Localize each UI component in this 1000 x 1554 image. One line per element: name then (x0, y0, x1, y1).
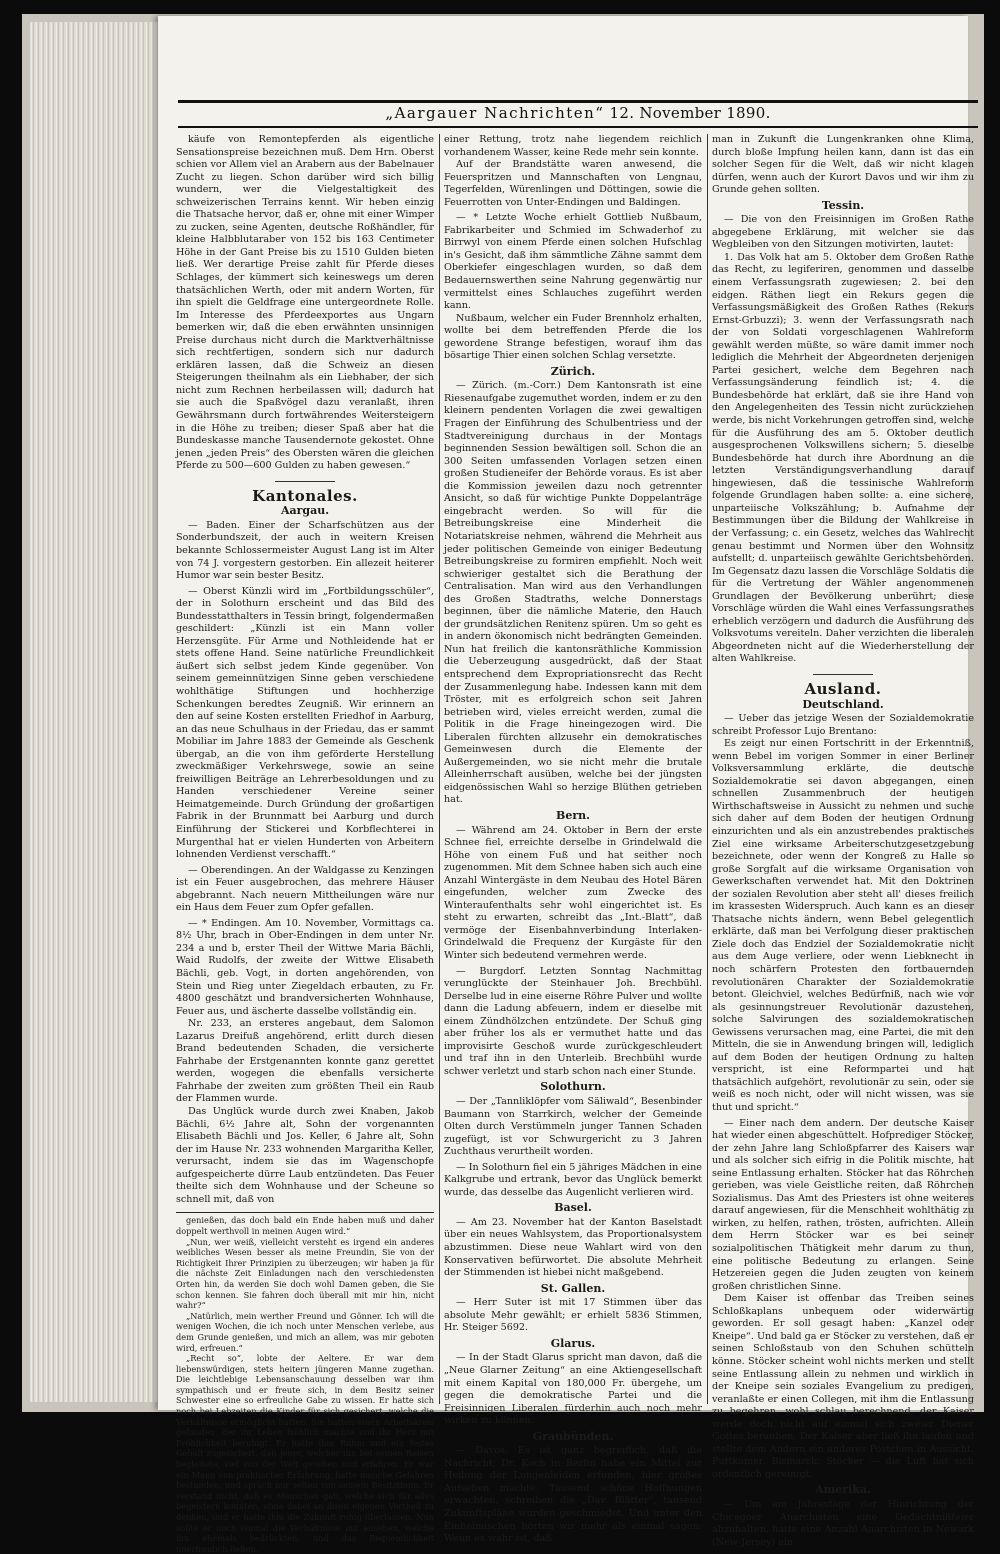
article-text: Nr. 233, an ersteres angebaut, dem Salomon Lazarus Dreifuß angehörend, erlitt durch diesen Brand bedeutenden Schaden, die versicherte Fahrhabe der Erstgenannten konnte ganz gerettet werden, wogegen die ebenfalls versicherte Fahrhabe der zweiten zum größten Theil ein Raub der Flammen wurde. (176, 1018, 434, 1105)
article-text: — Herr Suter ist mit 17 Stimmen über das absolute Mehr gewählt; er erhielt 5836 Stimmen, Hr. Steiger 5692. (444, 1297, 702, 1334)
article-text: Auf der Brandstätte waren anwesend, die Feuerspritzen und Mannschaften von Lengnau, Tegerfelden, Würenlingen und Döttingen, sowie die Feuerrotten von Unter-Endingen und Baldingen. (444, 159, 702, 208)
feuilleton (176, 1212, 434, 1554)
subsection-heading: Glarus. (550, 1336, 596, 1350)
article-text: — * Endingen. Am 10. November, Vormittags ca. 8½ Uhr, brach in Ober-Endingen in dem unter Nr. 234 a und b, erster Theil der Wittwe Maria Bächli, Waid Rudolfs, der zweite der Wittwe Elisabeth Bächli, geb. Vogt, in dorten angehörenden, von Stein und Rieg unter Ziegeldach erbauten, zu Fr. 4800 geschätzt und brandversicherten Wohnhause, Feuer aus, und äscherte dasselbe vollständig ein. (176, 917, 434, 1017)
article-text: — Ueber das jetzige Wesen der Sozialdemokratie schreibt Professor Lujo Brentano: (712, 713, 974, 737)
article-text: Nußbaum, welcher ein Fuder Brennholz erhalten, wollte bei dem betreffenden Pferde die los gewordene Strange befestigen, worauf ihm das bösartige Thier einen solchen Schlag versetzte. (444, 312, 702, 362)
article-text: — Die von den Freisinnigen im Großen Rathe abgegebene Erklärung, mit welcher sie das Wegbleiben von den Sitzungen motivirten, lautet: (712, 214, 974, 251)
subsection-heading: Bern. (556, 808, 590, 822)
article-text: 1. Das Volk hat am 5. Oktober dem Großen Rathe das Recht, zu legiferiren, genommen und dasselbe einem Verfassungsrath zugewiesen; 2. bei den eidgen. Räthen liegt ein Rekurs gegen die Verfassungsmäßigkeit des Großen Rathes (Rekurs Ernst-Grbuzzi); 3. wenn der Verfassungsrath nach der von Soldati vorgeschlagenen Wahlreform gewählt werden müßte, so wäre damit immer noch lediglich die Mehrheit der Abgeordneten derjenigen Partei gesichert, welche dem Begehren nach Verfassungsänderung feindlich ist; 4. die Bundesbehörde hat erklärt, daß sie ihre Hand von den Angelegenheiten des Tessin nicht zurückziehen werde, bis nicht Vorkehrungen getroffen sind, welche für die Ausführung des am 5. Oktober deutlich ausgesprochenen Volkswillens sichern; 5. dieselbe Bundesbehörde hat durch ihre Abordnung an die letzten Verständigungsverhandlung darauf hingewiesen, daß die tessinische Wahlreform folgende Grundlagen haben sollte: a. eine sichere, unparteiische Volkszählung; b. Aufnahme der Bestimmungen über die Bildung der Wahlkreise in der Verfassung; c. ein Gesetz, welches das Wahlrecht genau bestimmt und Normen über den Wohnsitz aufstellt; d. unparteiisch gewählte Gerichtsbehörden. Im Gegensatz dazu lassen die Vorschläge Soldatis die für die Vertretung der Wähler angenommenen Grundlagen der Bevölkerung unberührt; diese Vorschläge würden die Wahl eines Verfassungsrathes erheblich verzögern und dadurch die Ausführung des Volksvotums vereiteln. Daher verzichten die liberalen Abgeordneten nicht auf die Wiederherstellung der alten Wahlkreise. (712, 251, 974, 665)
column-2 (444, 134, 702, 1545)
article-text: — Am 23. November hat der Kanton Baselstadt über ein neues Wahlsystem, das Proportionalsystem abzustimmen. Diese neue Wahlart wird von den Konservativen befürwortet. Die absolute Mehrheit der Stimmenden ist hiebei nicht maßgebend. (444, 1216, 702, 1279)
article-text: Dem Kaiser ist offenbar das Treiben seines Schloßkaplans unbequem oder widerwärtig geworden. Er soll gesagt haben: „Kanzel oder Kneipe“. Und bald ga er Stöcker zu verstehen, daß er seinen Schloßstaub von den Schuhen schütteln könne. Stöcker scheint wohl nichts merken und stellt seine Entlassung allein zu nehmen und wirklich in der Kneipe sein soziales Evangelium zu predigen, veranlaßte er einen Collegen, mit ihm die Entlassung zu begehren, wohl schlau berechnend, der Kaiser werde doch nicht auf einmal sich zweier Diener Gottes berauben. Der Kaiser aber ließ ihn laufen und stellte dem Andern ein anderes Pöstchen in Aussicht. Puttkamer, Bismarck, Stöcker — die Luft hat sich ordentlich gereinigt. (712, 1293, 974, 1480)
paper-title: „Aargauer Nachrichten“ (385, 104, 605, 122)
article-text: — Um am Jahrestage der Hinrichtung der Chicagoer Anarchisten eine Gedächtnißfeier abzuhalten, hatte eine Anzahl Anarchisten in Newark (New-Jersey) ein (712, 1498, 974, 1548)
article-text: — Davos. Es ist ganz begreiflich, daß die Nachricht, Dr. Koch in Berlin habe ein Mittel zur Heilung der Lungenleiden erfunden, hier großes Aufsehen machte. Tausend schöne Hoffnungen erwachten, schreiben die „Dav. Blätter“, tausend Zukunftspläne wurden geschmiedet. Und unter den Einheimischen hörten wir mehr als einmal sagen: Wenn es wahr ist, daß (444, 1445, 702, 1545)
subsection-heading: Zürich. (550, 364, 596, 378)
column-divider-2 (707, 134, 708, 1404)
article-text: — Oberst Künzli wird im „Fortbildungsschüler“, der in Solothurn erscheint und das Bild des Bundesstatthalters in Tessin bringt, folgendermaßen geschildert: „Künzli ist ein Mann voller Herzensgüte. Für Arme und Nothleidende hat er stets offene Hand. Seine natürliche Freundlichkeit äußert sich selbst jedem Kinde gegenüber. Von seinem gemeinnützigen Sinne geben verschiedene wohlthätige Stiftungen und hochherzige Schenkungen beredtes Zeugniß. Wir erinnern an den auf seine Kosten erstellten Friedhof in Aarburg, an das neue Schulhaus in der Friedau, das er sammt Mobiliar im Jahre 1883 der Gemeinde als Geschenk übergab, an die von ihm geförderte Herstellung zweckmäßiger Verkehrswege, sowie an seine freiwilligen Beiträge an Lehrerbesoldungen und zu Handen verschiedener Vereine seiner Heimatgemeinde. Durch Gründung der großartigen Fabrik in der Brunnmatt bei Aarburg und durch Einführung der Stickerei und Korbflechterei in Murgenthal hat er vielen Hunderten von Arbeitern lohnenden Verdienst verschafft.“ (176, 585, 434, 861)
subsection-heading: St. Gallen. (540, 1281, 606, 1295)
article-text: käufe von Remontepferden als eigentliche Sensationspreise bezeichnen muß. Dem Hrn. Oberst schien vor Allem viel an Arabern aus der Babelnauer Zucht zu liegen. Schon darüber wird sich billig wundern, wer die Vielgestaltigkeit des schweizerischen Terrains kennt. Wir heben einzig die Thatsache hervor, daß er, ohne mit einer Wimper zu zucken, seine Agenten, deutsche Roßhändler, für kleine Halbblutaraber von 152 bis 163 Centimeter Höhe in der Gant Preise bis zu 1510 Gulden bieten ließ. Wer derartige Preise zahlt für Pferde dieses Schlages, der kümmert sich keineswegs um deren thatsächlichen Werth, oder mit andern Worten, für ihn spielt die Geldfrage eine untergeordnete Rolle. Im Interesse des Pferdeexportes aus Ungarn bemerken wir, daß die eben erwähnten unsinnigen Preise durchaus nicht durch die Marktverhältnisse sich rechtfertigen, sondern sich nur dadurch erklären lassen, daß die Schweiz an diesen Steigerungen theilnahm als ein Liebhaber, der sich nicht zum Rechnen herbeilassen will; dadurch hat sie auch die Spaßvögel dazu veranlaßt, ihren Gewährsmann durch fortwährendes Weitersteigern in die Höhe zu treiben; dieser Spaß aber hat die Bundeskasse manche Tausendernote gekostet. Ohne jenen „jeden Preis“ des Obersten wären die gleichen Pferde zu 500—600 Gulden zu haben gewesen.“ (176, 134, 434, 472)
article-text: — In der Stadt Glarus spricht man davon, daß die „Neue Glarner Zeitung“ an eine Aktiengesellschaft mit einem Kapital von 180,000 Fr. übergehe, um gegen die demokratische Partei und die Freisinnigen Liberalen fürderhin auch noch mehr wirken zu können. (444, 1352, 702, 1427)
feuilleton-text: „Natürlich, mein werther Freund und Gönner. Ich will die wenigen Wochen, die ich noch unter Menschen verlebe, aus dem Grunde genießen, und mich an allem, was mir geboten wird, erfreuen.“ (176, 1310, 434, 1353)
column-divider-1 (439, 134, 440, 1404)
separator (275, 481, 335, 482)
article-text: — Während am 24. Oktober in Bern der erste Schnee fiel, erreichte derselbe in Grindelwald die Höhe von einem Fuß und hat seither noch zugenommen. Mit dem Schnee haben sich auch eine Anzahl Wintergäste in dem Neubau des Hotel Bären eingefunden, welcher zum Zwecke des Winteraufenthalts sehr wohl eingerichtet ist. Es steht zu erwarten, schreibt das „Int.-Blatt“, daß vermöge der Eisenbahnverbindung Interlaken-Grindelwald die Frequenz der Kurgäste für den Winter sich bedeutend vermehren werde. (444, 824, 702, 961)
header-rule-bottom (178, 126, 978, 128)
article-text: man in Zukunft die Lungenkranken ohne Klima, durch bloße Impfung heilen kann, dann ist das ein solcher Segen für die Welt, daß wir nicht klagen dürfen, wenn auch der Kurort Davos und wir ihm zu Grunde gehen sollten. (712, 134, 974, 196)
subsection-heading: Solothurn. (540, 1080, 606, 1094)
article-text: Das Unglück wurde durch zwei Knaben, Jakob Bächli, 6½ Jahre alt, Sohn der vorgenannten Elisabeth Bächli und Jos. Keller, 6 Jahre alt, Sohn der im Hause Nr. 233 wohnenden Margaritha Keller, verursacht, indem sie das im Wagenschopfe aufgespeicherte dürre Laub entzündeten. Das Feuer theilte sich dem Wohnhause und der Scheune so schnell mit, daß von (176, 1106, 434, 1205)
subsection-heading: Aargau. (280, 504, 330, 518)
article-text: — Der „Tannliklöpfer vom Säliwald“, Besenbinder Baumann von Starrkirch, welcher der Gemeinde Olten durch Verstümmeln junger Tannen Schaden zugefügt, ist vor Schwurgericht zu 3 Jahren Zuchthaus verurtheilt worden. (444, 1096, 702, 1158)
feuilleton-text: genießen, das doch bald ein Ende haben muß und daher doppelt werthvoll in meinen Augen wird.“ (176, 1215, 434, 1236)
header-rule-top (178, 100, 978, 103)
subsection-heading: Basel. (554, 1201, 592, 1215)
column-3 (712, 134, 974, 1548)
subsection-heading: Amerika. (815, 1483, 871, 1497)
feuilleton-text: „Recht so“, lobte der Aeltere. Er war dem liebenswürdigen, stets heitern jüngeren Manne zugethan. Die leichtlebige Lebensanschauung desselben war ihm sympathisch und er freute sich, in dem Besitz seiner Schwester eine so erfreuliche Gabe zu wissen. Er hatte sich noch bei Lebzeiten die Kinder für sich gesichert, welche die Verhältnisse ermöglicht hatten. Sie hatten einen Arbeitskreis gefunden, der ihr Leben fröhlich machte und ihr Herz mit Fröhlichkeit beruhigt. Er hatte ihm Ruhm und ein festes Gehalt zugesichert, daß jener, welcher ihn bei seinen Reisen begleitete, viel von der Welt gesehen und erfahren. Er war ein Mann von praktischer Erfahrung, hatte manche Gefahren bestanden, und sprach nur selten von seinem Besitzthum. Er verstand nicht, daß es Menschen gab, welche sich für alles begeistern konnten, ohne dabei an ihren eigenen Vortheil zu denken, und er hatte ihm die Zukunft ruhig überlassen. Nun sollte er noch einmal die Verhältnisse mit ansehen, welche ihn ehemals bedrückten, und das Bequemlichkeit unerfreulich ließen. (176, 1353, 434, 1554)
article-text: — Burgdorf. Letzten Sonntag Nachmittag verunglückte der Steinhauer Joh. Brechbühl. Derselbe lud in eine eiserne Röhre Pulver und wollte dann die Ladung abfeuern, indem er dieselbe mit einem Zündhölzchen entzündete. Der Schuß ging aber früher los als er vermuthet hatte und das improvisirte Geschoß wurde zurückgeschleudert und traf ihn in den Unterleib. Brechbühl wurde schwer verletzt und starb schon nach einer Stunde. (444, 965, 702, 1077)
section-heading: Ausland. (804, 679, 882, 698)
article-text: — * Letzte Woche erhielt Gottlieb Nußbaum, Fabrikarbeiter und Schmied im Schwaderhof zu Birrwyl von einem Pferde einen solchen Hufschlag in's Gesicht, daß ihm sämmtliche Zähne sammt dem Oberkiefer eingeschlagen wurden, so daß dem Bedauernswerthen seine Nahrung gegenwärtig nur vermittelst eines Schlauches zugeführt werden kann. (444, 212, 702, 312)
article-text: — Baden. Einer der Scharfschützen aus der Sonderbundszeit, der auch in weitern Kreisen bekannte Schlossermeister August Lang ist im Alter von 74 J. vorgestern gestorben. Ein allezeit heiterer Humor war sein bester Besitz. (176, 519, 434, 582)
article-text: — In Solothurn fiel ein 5 jähriges Mädchen in eine Kalkgrube und ertrank, bevor das Unglück bemerkt wurde, das desselbe das Augenlicht verlieren wird. (444, 1161, 702, 1198)
separator (813, 674, 873, 675)
feuilleton-text: „Nun, wer weiß, vielleicht versteht es irgend ein anderes weibliches Wesen besser als meine Freundin, Sie von der Richtigkeit Ihrer Prinzipien zu überzeugen; wir haben ja für die nächste Zeit Einladungen nach den verschiedensten Orten hin, da werden Sie doch wohl Damen geben, die Sie schon kennen. Sie fahren doch überall mit mir hin, nicht wahr?“ (176, 1236, 434, 1311)
subsection-heading: Graubünden. (532, 1429, 614, 1443)
column-1 (176, 134, 434, 1554)
article-text: — Oberendingen. An der Waldgasse zu Kenzingen ist ein Feuer ausgebrochen, das mehrere Häuser abgebrannt. Nach neuern Mittheilungen wäre nur ein Haus dem Feuer zum Opfer gefallen. (176, 864, 434, 914)
paper-date: 12. November 1890. (609, 104, 771, 122)
subsection-heading: Tessin. (821, 198, 865, 212)
page-header (178, 104, 978, 126)
article-text: — Zürich. (m.-Corr.) Dem Kantonsrath ist eine Riesenaufgabe zugemuthet worden, indem er zu den kleinern pendenten Vorlagen die zwei gewaltigen Fragen der Einführung des Schulbentriess und der Stadtvereinigung durchaus in der Montags beginnenden Session bewältigen soll. Schon die an 300 Seiten umfassenden Vorlagen setzen einen großen Studieneifer der Behörde voraus. Es ist aber die Kommission jeweilen dazu noch getrennter Ansicht, so daß für wichtige Punkte Doppelanträge eingebracht werden. So will für die Betreibungskreise eine Minderheit die Notariatskreise nehmen, während die Mehrheit aus jeder politischen Gemeinde von einiger Bedeutung Betreibungskreise zu formiren empfiehlt. Noch weit schwieriger gestaltet sich die Berathung der Centralisation. Man wird aus den Verhandlungen des Großen Stadtraths, welche Donnerstags beginnen, über die nämliche Materie, den Hauch der grundsätzlichen Renitenz spüren. Um so geht es in andern ökonomisch nicht bedrängten Gemeinden. Nun hat freilich die kantonsräthliche Kommission die Ueberzeugung ausgedrückt, daß der Staat entsprechend dem Expropriationsrecht das Recht der Zusammenlegung habe. Indessen kann mit dem Tröster, mit es erfolgreich schon seit Jahren betrieben wird, vieles erreicht werden, zumal die Politik in die Frage hineingezogen wird. Die Liberalen fürchten allzusehr ein demokratisches Gemeinwesen durch die Elemente der Außergemeinden, wo sie nicht mehr die brutale Alleinherrschaft ausüben, welche bei der jüngsten eidgenössischen Wahl so herzige Blüthen getrieben hat. (444, 380, 702, 806)
section-heading: Kantonales. (252, 486, 358, 505)
subsection-heading: Deutschland. (802, 697, 884, 711)
article-text: einer Rettung, trotz nahe liegendem reichlich vorhandenem Wasser, keine Rede mehr sein konnte. (444, 134, 702, 158)
article-text: — Einer nach dem andern. Der deutsche Kaiser hat wieder einen abgeschüttelt. Hofprediger Stöcker, der zehn Jahre lang Schloßpfarrer des Kaisers war und als solcher sich eifrig in die Politik mischte, hat seine Entlassung erhalten. Stöcker hat das Röhrchen gerieben, was viele Geistliche reiten, daß Röhrchen Sozialismus. Das Amt des Priesters ist ohne weiteres darauf angewiesen, für die Menschheit wohlthätig zu wirken, zu helfen, rathen, trösten, aufrichten. Allein dem Herrn Stöcker war es bei seiner sozialpolitischen Thätigkeit mehr darum zu thun, eine politische Bedeutung zu erlangen. Seine Hetzereien gegen die Juden zeugten von keinem großen christlichen Sinne. (712, 1117, 974, 1292)
article-text: Es zeigt nur einen Fortschritt in der Erkenntniß, wenn Bebel im vorigen Sommer in einer Berliner Volksversammlung erklärte, die deutsche Sozialdemokratie sei davon abgegangen, einen schnellen Zusammenbruch der heutigen Wirthschaftsweise in Aussicht zu nehmen und suche sich daher auf dem Boden der heutigen Ordnung einzurichten und als ein anzustrebendes praktisches Ziel eine wirksame Arbeiterschutzgesetzgebung bezeichnete, oder wenn der Kongreß zu Halle so große Sorgfalt auf die wirksame Organisation von Gewerkschaften verwendet hat. Mit den Doktrinen der sozialen Revolution aber steht all' dieses freilich im krassesten Widerspruch. Auch kann es an dieser Thatsache nichts ändern, wenn Bebel gelegentlich erklärte, daß man bei Verfolgung dieser praktischen Ziele doch das Endziel der Sozialdemokratie nicht aus dem Auge verliere, oder wenn Liebknecht in noch schärfern Protesten den fortbauernden revolutionären Charakter der Sozialdemokratie betont. Gleichviel, welches Bedürfniß, nach wie vor als gesinnungstreuer Revolutionär dazustehen, solche Salvirungen des sozialdemokratischen Gewissens verursachen mag, eine Partei, die mit den Mitteln, die sie in Anwendung bringen will, lediglich auf dem Boden der heutigen Ordnung zu halten verspricht, ist eine Reformpartei und hat thatsächlich aufgehört, revolutionär zu sein, oder sie weiß es noch nicht, oder will nicht wissen, was sie thut und spricht.“ (712, 738, 974, 1114)
